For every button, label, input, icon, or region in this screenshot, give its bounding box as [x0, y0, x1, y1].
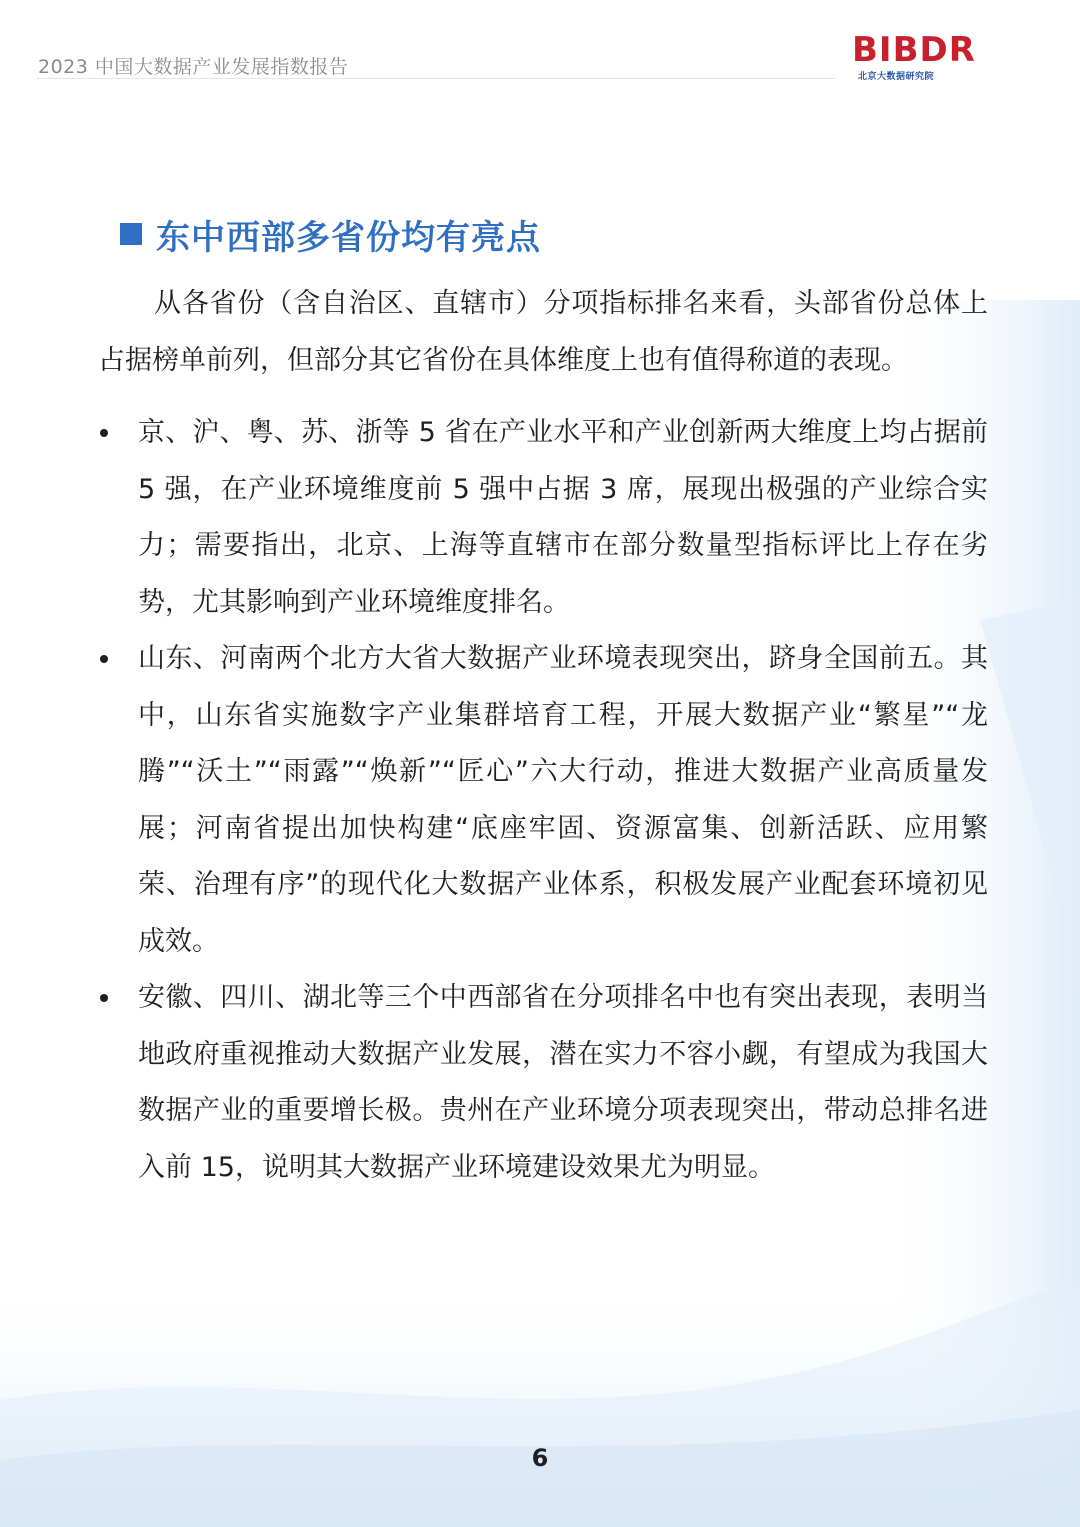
list-item — [98, 631, 988, 970]
logo-subtitle: 北京大数据研究院 — [858, 72, 935, 82]
page-number: 6 — [531, 1444, 549, 1472]
bullet-dot-icon — [100, 655, 108, 663]
bibdr-logo — [852, 30, 1037, 84]
heading-square-icon — [120, 223, 142, 245]
bullet-text: 安徽、四川、湖北等三个中西部省在分项排名中也有突出表现，表明当地政府重视推动大数据产业发展，潜在实力不容小觑，有望成为我国大数据产业的重要增长极。贵州在产业环境分项表现突出，带动总排名进入前 15，说明其大数据产业环境建设效果尤为明显。 — [138, 982, 988, 1183]
bullet-dot-icon — [100, 994, 108, 1002]
report-title: 2023 中国大数据产业发展指数报告 — [38, 56, 349, 78]
intro-paragraph: 从各省份（含自治区、直辖市）分项指标排名来看，头部省份总体上占据榜单前列，但部分其它省份在具体维度上也有值得称道的表现。 — [98, 288, 988, 376]
main-content — [98, 276, 988, 1196]
list-item — [98, 970, 988, 1196]
bullet-text: 山东、河南两个北方大省大数据产业环境表现突出，跻身全国前五。其中，山东省实施数字产业集群培育工程，开展大数据产业“繁星”“龙腾”“沃土”“雨露”“焕新”“匠心”六大行动，推进大数据产业高质量发展；河南省提出加快构建“底座牢固、资源富集、创新活跃、应用繁荣、治理有序”的现代化大数据产业体系，积极发展产业配套环境初见成效。 — [138, 643, 988, 957]
bullet-dot-icon — [100, 429, 108, 437]
list-item — [98, 405, 988, 631]
header-divider — [36, 78, 836, 79]
page-header — [0, 0, 1080, 90]
bullet-text: 京、沪、粤、苏、浙等 5 省在产业水平和产业创新两大维度上均占据前 5 强，在产业环境维度前 5 强中占据 3 席，展现出极强的产业综合实力；需要指出，北京、上海等直辖市在部分数量型指标评比上存在劣势，尤其影响到产业环境维度排名。 — [138, 417, 988, 618]
section-heading — [120, 206, 541, 262]
section-heading-text: 东中西部多省份均有亮点 — [156, 217, 541, 258]
logo-wordmark: BIBDR — [852, 30, 976, 70]
bullet-list — [98, 405, 988, 1196]
